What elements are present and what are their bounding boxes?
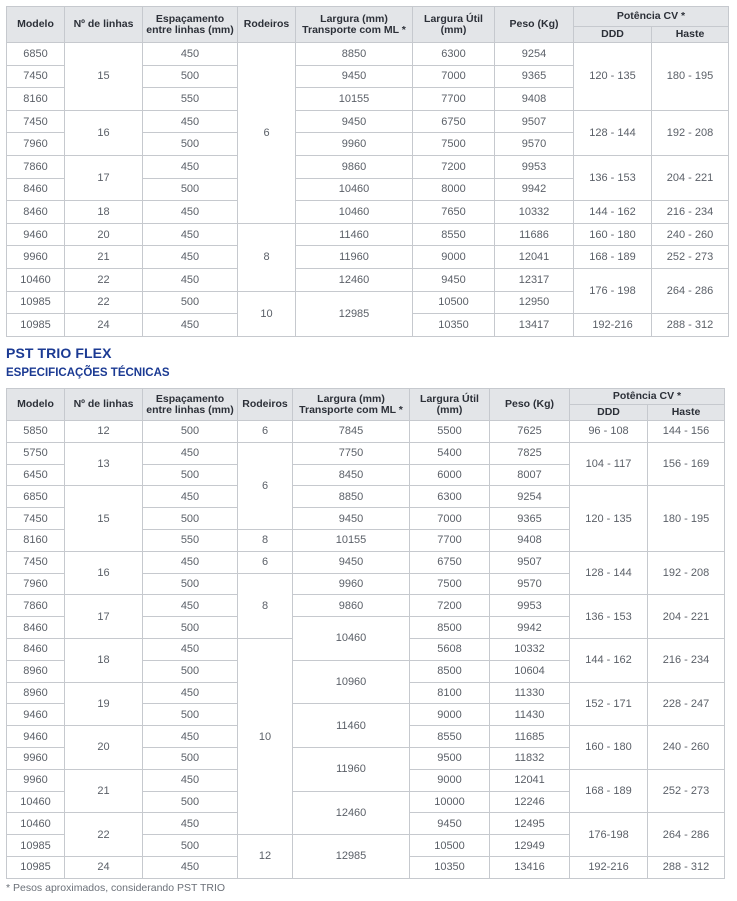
cell-rodeiros: 8	[238, 529, 293, 551]
cell-peso: 11430	[490, 704, 570, 726]
cell-peso: 9570	[495, 133, 574, 156]
cell-haste: 252 - 273	[648, 769, 725, 813]
cell-ddd: 128 - 144	[570, 551, 648, 595]
cell-largura: 9960	[293, 573, 410, 595]
header-potencia: Potência CV *	[574, 7, 729, 27]
cell-modelo: 7860	[7, 595, 65, 617]
cell-largura-util: 9000	[410, 704, 490, 726]
cell-linhas: 18	[65, 201, 143, 224]
section-title: PST TRIO FLEX	[6, 345, 112, 361]
cell-modelo: 6850	[7, 43, 65, 66]
cell-haste: 204 - 221	[648, 595, 725, 639]
cell-espacamento: 450	[143, 813, 238, 835]
header-rodeiros: Rodeiros	[238, 7, 296, 43]
table-row	[7, 595, 725, 617]
table-row	[7, 110, 729, 133]
cell-modelo: 9960	[7, 769, 65, 791]
cell-ddd: 120 - 135	[574, 43, 652, 111]
table-row	[7, 246, 729, 269]
header-haste: Haste	[648, 405, 725, 421]
cell-largura: 9960	[296, 133, 413, 156]
cell-peso: 10332	[495, 201, 574, 224]
cell-ddd: 168 - 189	[570, 769, 648, 813]
cell-peso: 13416	[490, 856, 570, 878]
cell-largura: 9450	[293, 508, 410, 530]
cell-largura-util: 10000	[410, 791, 490, 813]
cell-haste: 288 - 312	[652, 314, 729, 337]
cell-largura: 10460	[296, 178, 413, 201]
cell-peso: 9953	[495, 155, 574, 178]
header-espacamento: Espaçamento entre linhas (mm)	[143, 389, 238, 421]
cell-modelo: 7450	[7, 110, 65, 133]
cell-modelo: 10985	[7, 291, 65, 314]
cell-peso: 9254	[490, 486, 570, 508]
cell-espacamento: 450	[143, 638, 238, 660]
cell-linhas: 12	[65, 421, 143, 443]
table-row	[7, 551, 725, 573]
cell-largura-util: 7500	[410, 573, 490, 595]
cell-modelo: 8160	[7, 88, 65, 111]
cell-largura-util: 7700	[413, 88, 495, 111]
specs-table-pst-trio	[6, 6, 729, 337]
cell-espacamento: 450	[143, 442, 238, 464]
cell-largura-util: 6300	[410, 486, 490, 508]
cell-modelo: 7960	[7, 573, 65, 595]
cell-largura-util: 10350	[410, 856, 490, 878]
cell-haste: 264 - 286	[648, 813, 725, 857]
cell-haste: 156 - 169	[648, 442, 725, 486]
cell-espacamento: 500	[143, 508, 238, 530]
cell-espacamento: 450	[143, 769, 238, 791]
cell-largura-util: 6000	[410, 464, 490, 486]
cell-modelo: 9960	[7, 747, 65, 769]
cell-peso: 9507	[495, 110, 574, 133]
table-row	[7, 268, 729, 291]
cell-espacamento: 450	[143, 268, 238, 291]
cell-modelo: 6450	[7, 464, 65, 486]
cell-espacamento: 450	[143, 43, 238, 66]
cell-largura: 9450	[293, 551, 410, 573]
table-row	[7, 486, 725, 508]
cell-ddd: 136 - 153	[570, 595, 648, 639]
cell-rodeiros: 8	[238, 573, 293, 638]
cell-modelo: 7450	[7, 551, 65, 573]
cell-modelo: 8460	[7, 617, 65, 639]
cell-peso: 13417	[495, 314, 574, 337]
cell-largura: 9450	[296, 110, 413, 133]
header-largura-util: Largura Útil (mm)	[410, 389, 490, 421]
cell-largura-util: 8500	[410, 660, 490, 682]
cell-peso: 9254	[495, 43, 574, 66]
cell-peso: 9570	[490, 573, 570, 595]
cell-largura: 8450	[293, 464, 410, 486]
cell-haste: 252 - 273	[652, 246, 729, 269]
cell-largura: 11460	[293, 704, 410, 748]
cell-modelo: 10985	[7, 835, 65, 857]
cell-ddd: 176-198	[570, 813, 648, 857]
header-espacamento: Espaçamento entre linhas (mm)	[143, 7, 238, 43]
cell-espacamento: 500	[143, 65, 238, 88]
cell-modelo: 10460	[7, 791, 65, 813]
cell-ddd: 160 - 180	[574, 223, 652, 246]
cell-linhas: 20	[65, 726, 143, 770]
cell-largura: 7845	[293, 421, 410, 443]
cell-espacamento: 500	[143, 421, 238, 443]
cell-linhas: 18	[65, 638, 143, 682]
cell-largura-util: 7000	[410, 508, 490, 530]
cell-largura-util: 10500	[413, 291, 495, 314]
header-peso: Peso (Kg)	[490, 389, 570, 421]
cell-largura: 10460	[296, 201, 413, 224]
header-largura-util: Largura Útil (mm)	[413, 7, 495, 43]
cell-modelo: 10460	[7, 813, 65, 835]
cell-largura: 9860	[293, 595, 410, 617]
cell-espacamento: 500	[143, 747, 238, 769]
cell-espacamento: 450	[143, 551, 238, 573]
cell-linhas: 19	[65, 682, 143, 726]
cell-modelo: 8960	[7, 682, 65, 704]
cell-largura: 8850	[296, 43, 413, 66]
cell-linhas: 20	[65, 223, 143, 246]
cell-ddd: 152 - 171	[570, 682, 648, 726]
cell-largura: 10960	[293, 660, 410, 704]
cell-largura-util: 7200	[410, 595, 490, 617]
cell-largura-util: 5500	[410, 421, 490, 443]
cell-peso: 8007	[490, 464, 570, 486]
cell-peso: 9365	[490, 508, 570, 530]
cell-largura-util: 6750	[413, 110, 495, 133]
cell-largura: 12985	[293, 835, 410, 879]
cell-peso: 7625	[490, 421, 570, 443]
cell-modelo: 10985	[7, 856, 65, 878]
cell-peso: 10604	[490, 660, 570, 682]
cell-haste: 240 - 260	[648, 726, 725, 770]
header-largura: Largura (mm) Transporte com ML *	[296, 7, 413, 43]
cell-linhas: 15	[65, 43, 143, 111]
header-largura: Largura (mm) Transporte com ML *	[293, 389, 410, 421]
cell-modelo: 7960	[7, 133, 65, 156]
cell-modelo: 9460	[7, 223, 65, 246]
cell-espacamento: 450	[143, 726, 238, 748]
header-ddd: DDD	[574, 27, 652, 43]
cell-linhas: 22	[65, 291, 143, 314]
header-potencia: Potência CV *	[570, 389, 725, 405]
cell-espacamento: 500	[143, 791, 238, 813]
table-row	[7, 223, 729, 246]
cell-largura: 10460	[293, 617, 410, 661]
cell-espacamento: 500	[143, 617, 238, 639]
cell-largura-util: 8500	[410, 617, 490, 639]
cell-peso: 11685	[490, 726, 570, 748]
cell-linhas: 21	[65, 769, 143, 813]
cell-ddd: 144 - 162	[570, 638, 648, 682]
cell-espacamento: 450	[143, 486, 238, 508]
cell-modelo: 8160	[7, 529, 65, 551]
cell-linhas: 16	[65, 551, 143, 595]
cell-largura-util: 9000	[413, 246, 495, 269]
cell-modelo: 6850	[7, 486, 65, 508]
cell-peso: 11686	[495, 223, 574, 246]
cell-linhas: 17	[65, 155, 143, 200]
cell-largura-util: 8000	[413, 178, 495, 201]
cell-peso: 12317	[495, 268, 574, 291]
cell-modelo: 7450	[7, 65, 65, 88]
cell-rodeiros: 6	[238, 421, 293, 443]
cell-largura-util: 6750	[410, 551, 490, 573]
cell-espacamento: 450	[143, 595, 238, 617]
cell-largura: 8850	[293, 486, 410, 508]
cell-linhas: 22	[65, 268, 143, 291]
cell-largura: 9450	[296, 65, 413, 88]
cell-ddd: 168 - 189	[574, 246, 652, 269]
cell-largura: 12460	[296, 268, 413, 291]
cell-haste: 192 - 208	[648, 551, 725, 595]
cell-ddd: 104 - 117	[570, 442, 648, 486]
cell-largura-util: 10350	[413, 314, 495, 337]
specs-table-pst-trio-flex	[6, 388, 725, 879]
cell-largura: 12985	[296, 291, 413, 336]
cell-modelo: 9960	[7, 246, 65, 269]
cell-haste: 216 - 234	[648, 638, 725, 682]
cell-haste: 228 - 247	[648, 682, 725, 726]
cell-espacamento: 500	[143, 178, 238, 201]
cell-largura-util: 9000	[410, 769, 490, 791]
cell-peso: 9942	[490, 617, 570, 639]
cell-largura: 10155	[296, 88, 413, 111]
cell-largura-util: 7000	[413, 65, 495, 88]
cell-peso: 12949	[490, 835, 570, 857]
cell-largura: 10155	[293, 529, 410, 551]
cell-peso: 12495	[490, 813, 570, 835]
cell-largura: 7750	[293, 442, 410, 464]
cell-haste: 192 - 208	[652, 110, 729, 155]
cell-espacamento: 500	[143, 660, 238, 682]
cell-largura-util: 7200	[413, 155, 495, 178]
cell-peso: 7825	[490, 442, 570, 464]
header-linhas: Nº de linhas	[65, 389, 143, 421]
cell-largura: 12460	[293, 791, 410, 835]
cell-peso: 9942	[495, 178, 574, 201]
cell-largura-util: 7500	[413, 133, 495, 156]
cell-modelo: 8460	[7, 201, 65, 224]
cell-largura-util: 8550	[413, 223, 495, 246]
cell-haste: 240 - 260	[652, 223, 729, 246]
header-haste: Haste	[652, 27, 729, 43]
cell-haste: 204 - 221	[652, 155, 729, 200]
cell-espacamento: 450	[143, 856, 238, 878]
cell-peso: 9408	[490, 529, 570, 551]
table-row	[7, 421, 725, 443]
cell-espacamento: 500	[143, 573, 238, 595]
cell-modelo: 5850	[7, 421, 65, 443]
cell-peso: 9408	[495, 88, 574, 111]
cell-haste: 144 - 156	[648, 421, 725, 443]
cell-haste: 216 - 234	[652, 201, 729, 224]
cell-espacamento: 550	[143, 529, 238, 551]
cell-peso: 10332	[490, 638, 570, 660]
cell-largura-util: 5608	[410, 638, 490, 660]
cell-modelo: 8960	[7, 660, 65, 682]
cell-largura-util: 6300	[413, 43, 495, 66]
cell-ddd: 192-216	[574, 314, 652, 337]
cell-espacamento: 500	[143, 291, 238, 314]
cell-ddd: 192-216	[570, 856, 648, 878]
cell-ddd: 160 - 180	[570, 726, 648, 770]
cell-peso: 9953	[490, 595, 570, 617]
cell-espacamento: 450	[143, 246, 238, 269]
cell-largura-util: 8550	[410, 726, 490, 748]
cell-largura-util: 9450	[413, 268, 495, 291]
cell-peso: 12246	[490, 791, 570, 813]
table-row	[7, 43, 729, 66]
cell-haste: 180 - 195	[652, 43, 729, 111]
cell-espacamento: 450	[143, 314, 238, 337]
table-row	[7, 201, 729, 224]
table-row	[7, 155, 729, 178]
cell-linhas: 17	[65, 595, 143, 639]
header-modelo: Modelo	[7, 389, 65, 421]
cell-modelo: 5750	[7, 442, 65, 464]
header-peso: Peso (Kg)	[495, 7, 574, 43]
cell-modelo: 9460	[7, 726, 65, 748]
cell-haste: 180 - 195	[648, 486, 725, 551]
cell-largura-util: 7650	[413, 201, 495, 224]
cell-ddd: 128 - 144	[574, 110, 652, 155]
cell-largura-util: 9450	[410, 813, 490, 835]
header-modelo: Modelo	[7, 7, 65, 43]
cell-rodeiros: 10	[238, 638, 293, 834]
cell-ddd: 144 - 162	[574, 201, 652, 224]
footnote: * Pesos aproximados, considerando PST TRIO	[6, 882, 226, 894]
cell-largura: 11960	[296, 246, 413, 269]
cell-espacamento: 500	[143, 704, 238, 726]
cell-rodeiros: 8	[238, 223, 296, 291]
cell-modelo: 8460	[7, 178, 65, 201]
cell-espacamento: 450	[143, 682, 238, 704]
cell-ddd: 120 - 135	[570, 486, 648, 551]
cell-rodeiros: 10	[238, 291, 296, 336]
cell-largura-util: 7700	[410, 529, 490, 551]
cell-espacamento: 450	[143, 155, 238, 178]
cell-espacamento: 450	[143, 223, 238, 246]
header-ddd: DDD	[570, 405, 648, 421]
cell-espacamento: 500	[143, 835, 238, 857]
cell-largura: 11960	[293, 747, 410, 791]
cell-peso: 9365	[495, 65, 574, 88]
cell-largura: 9860	[296, 155, 413, 178]
cell-largura-util: 10500	[410, 835, 490, 857]
cell-linhas: 15	[65, 486, 143, 551]
cell-modelo: 9460	[7, 704, 65, 726]
cell-espacamento: 550	[143, 88, 238, 111]
cell-linhas: 24	[65, 856, 143, 878]
cell-peso: 9507	[490, 551, 570, 573]
cell-espacamento: 500	[143, 464, 238, 486]
cell-rodeiros: 6	[238, 442, 293, 529]
cell-espacamento: 450	[143, 110, 238, 133]
cell-linhas: 13	[65, 442, 143, 486]
cell-peso: 12041	[490, 769, 570, 791]
cell-largura: 11460	[296, 223, 413, 246]
cell-modelo: 7860	[7, 155, 65, 178]
header-linhas: Nº de linhas	[65, 7, 143, 43]
cell-peso: 12041	[495, 246, 574, 269]
cell-largura-util: 8100	[410, 682, 490, 704]
cell-espacamento: 500	[143, 133, 238, 156]
cell-ddd: 96 - 108	[570, 421, 648, 443]
cell-modelo: 10985	[7, 314, 65, 337]
cell-linhas: 24	[65, 314, 143, 337]
cell-haste: 288 - 312	[648, 856, 725, 878]
cell-ddd: 176 - 198	[574, 268, 652, 313]
cell-peso: 12950	[495, 291, 574, 314]
cell-peso: 11330	[490, 682, 570, 704]
cell-espacamento: 450	[143, 201, 238, 224]
cell-modelo: 8460	[7, 638, 65, 660]
cell-rodeiros: 12	[238, 835, 293, 879]
cell-largura-util: 9500	[410, 747, 490, 769]
cell-linhas: 16	[65, 110, 143, 155]
cell-modelo: 7450	[7, 508, 65, 530]
cell-modelo: 10460	[7, 268, 65, 291]
section-subtitle: ESPECIFICAÇÕES TÉCNICAS	[6, 367, 170, 379]
cell-rodeiros: 6	[238, 551, 293, 573]
table-row	[7, 442, 725, 464]
cell-largura-util: 5400	[410, 442, 490, 464]
cell-ddd: 136 - 153	[574, 155, 652, 200]
cell-rodeiros: 6	[238, 43, 296, 224]
header-rodeiros: Rodeiros	[238, 389, 293, 421]
cell-haste: 264 - 286	[652, 268, 729, 313]
cell-linhas: 22	[65, 813, 143, 857]
cell-linhas: 21	[65, 246, 143, 269]
cell-peso: 11832	[490, 747, 570, 769]
